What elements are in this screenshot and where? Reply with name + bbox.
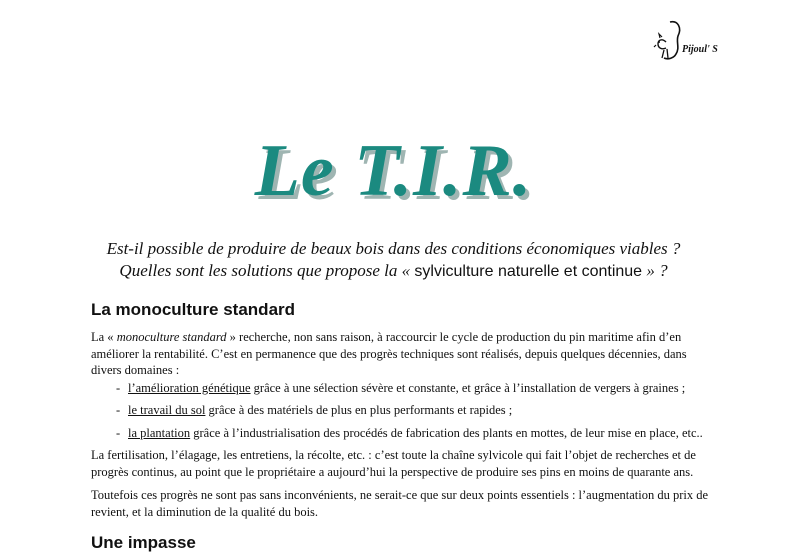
paragraph-line: Toutefois ces progrès ne sont pas sans inconvénients, ne serait-ce que sur deux points essentiels : l’augmentation du prix de (91, 488, 709, 502)
intro-emphasis: monoculture standard (116, 330, 227, 344)
intro-line-1 (91, 329, 763, 346)
intro-line-2: améliorer la rentabilité. C’est en permanence que des progrès techniques sont réalisés, depuis quelques décennies, dans (91, 346, 687, 361)
subtitle-line-2-before: Quelles sont les solutions que propose la « (119, 261, 411, 280)
logo (652, 18, 732, 68)
bullet-text: grâce à l’industrialisation des procédés de fabrication des plants en mottes, de leur mise en place, etc.. (190, 426, 703, 440)
bullet-text: grâce à une sélection sévère et constante, et grâce à l’installation de vergers à graines ; (250, 381, 686, 395)
paragraph-line: progrès continus, au point que le propriétaire a aujourd’hui la perspective de produire ses pins en moins de quarante ans. (91, 464, 694, 479)
bullet-link[interactable]: le travail du sol (128, 403, 206, 417)
intro-text-b: » recherche, non sans raison, à raccourcir le cycle de production du pin maritime afin d’en (229, 330, 682, 344)
intro-line-3: divers domaines : (91, 363, 180, 377)
document-title: Le T.I.R. (254, 130, 533, 212)
intro-text-a: La « (91, 330, 114, 344)
bullet-dash: - (116, 426, 121, 440)
list-item (116, 380, 766, 397)
bullet-link[interactable]: l’amélioration génétique (128, 381, 251, 395)
section-heading-impasse: Une impasse (91, 533, 196, 552)
bullet-dash: - (116, 403, 121, 417)
subtitle (0, 238, 787, 283)
logo-text: Pijoul' S (682, 44, 718, 55)
squirrel-icon (652, 18, 682, 62)
paragraph-fertilisation (91, 447, 763, 480)
paragraph-toutefois (91, 487, 763, 520)
subtitle-line-1: Est-il possible de produire de beaux bois dans des conditions économiques viables ? (106, 239, 681, 258)
bullet-dash: - (116, 381, 121, 395)
paragraph-line: La fertilisation, l’élagage, les entretiens, la récolte, etc. : c’est toute la chaîne sylvicole qui fait l’objet de recherches et de (91, 448, 696, 462)
bullet-link[interactable]: la plantation (128, 426, 191, 440)
subtitle-line-2-after: » ? (646, 261, 668, 280)
list-item (116, 425, 766, 442)
paragraph-line: revient, et la diminution de la qualité du bois. (91, 504, 319, 519)
bullet-text: grâce à des matériels de plus en plus performants et rapides ; (205, 403, 513, 417)
subtitle-line-2-plain: sylviculture naturelle et continue (414, 263, 643, 280)
subtitle-line-2 (0, 260, 787, 283)
list-item (116, 402, 766, 419)
section-heading-monoculture: La monoculture standard (91, 300, 296, 319)
intro-paragraph (91, 329, 763, 379)
